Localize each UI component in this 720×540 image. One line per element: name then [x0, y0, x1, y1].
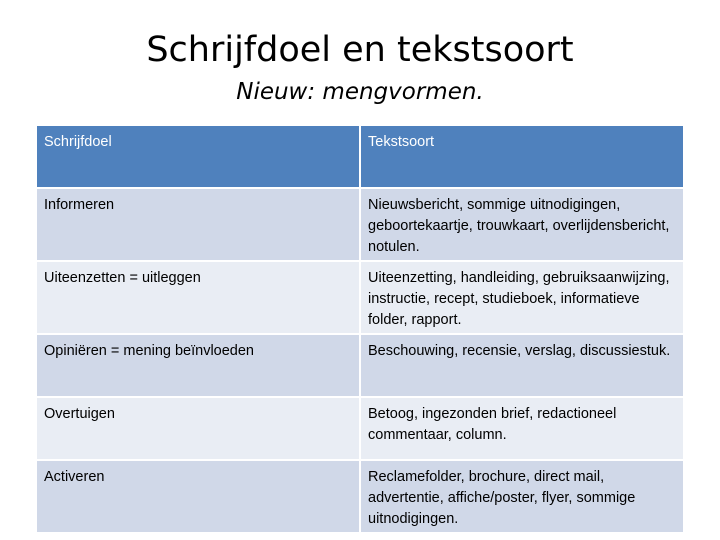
row-text-types: Reclamefolder, brochure, direct mail, advertentie, affiche/poster, flyer, sommige uitnodigingen. — [361, 461, 683, 532]
row-text-types: Beschouwing, recensie, verslag, discussiestuk. — [361, 335, 683, 396]
purpose-text-type-table — [37, 126, 683, 534]
table-row — [37, 461, 683, 532]
row-purpose: Opiniëren = mening beïnvloeden — [37, 335, 359, 396]
row-purpose: Informeren — [37, 189, 359, 260]
table-row — [37, 262, 683, 333]
table-row — [37, 189, 683, 260]
row-purpose: Uiteenzetten = uitleggen — [37, 262, 359, 333]
header-tekstsoort: Tekstsoort — [361, 126, 683, 187]
row-purpose: Activeren — [37, 461, 359, 532]
table-row — [37, 398, 683, 459]
row-text-types: Nieuwsbericht, sommige uitnodigingen, geboortekaartje, trouwkaart, overlijdensbericht, notulen. — [361, 189, 683, 260]
table-header-row — [37, 126, 683, 187]
row-text-types: Betoog, ingezonden brief, redactioneel commentaar, column. — [361, 398, 683, 459]
row-text-types: Uiteenzetting, handleiding, gebruiksaanwijzing, instructie, recept, studieboek, informatieve folder, rapport. — [361, 262, 683, 333]
slide-subtitle: Nieuw: mengvormen. — [236, 79, 484, 105]
header-schrijfdoel: Schrijfdoel — [37, 126, 359, 187]
slide-title: Schrijfdoel en tekstsoort — [146, 30, 574, 70]
table-row — [37, 335, 683, 396]
row-purpose: Overtuigen — [37, 398, 359, 459]
